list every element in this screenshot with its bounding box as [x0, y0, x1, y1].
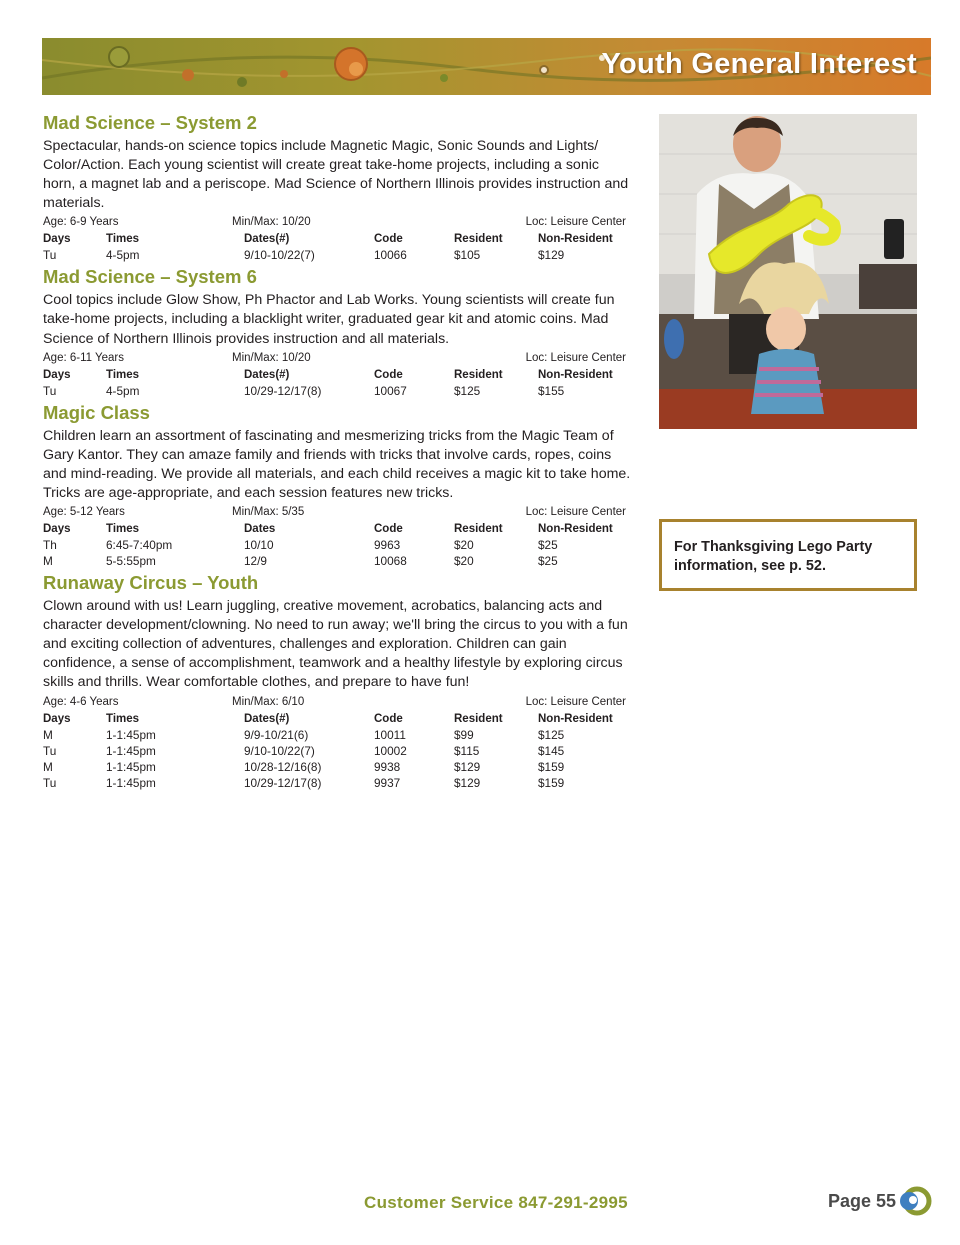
- col-nonresident: Non-Resident: [538, 233, 613, 246]
- callout-text: [674, 538, 872, 576]
- course-description: Children learn an assortment of fascinating and mesmerizing tricks from the Magic Team of Gary Kantor. They can amaze family and friends with tricks that involve cards, ropes, coins and mind-reading. We provide all materials, and each child receives a magic kit to take home. Tricks are age-appropriate, and each session features new tricks.: [43, 427, 631, 501]
- callout-line-2: information, see p. 52.: [674, 558, 826, 574]
- cell-days: M: [43, 727, 53, 742]
- cell-nonresident: $25: [538, 538, 558, 553]
- course-description: Spectacular, hands-on science topics include Magnetic Magic, Sonic Sounds and Lights/ Color/Action. Each young scientist will create great take-home projects, including a sonic horn, a magnet lab and a periscope. Mad Science of Northern Illinois provides instruction and materials.: [43, 138, 629, 212]
- cell-dates: 9/10-10/22(7): [244, 248, 315, 263]
- cell-dates: 10/29-12/17(8): [244, 383, 322, 398]
- col-times: Times: [106, 712, 140, 725]
- col-days: Days: [43, 712, 71, 725]
- course-title: Runaway Circus – Youth: [43, 572, 259, 594]
- col-days: Days: [43, 523, 71, 536]
- course-meta: [43, 505, 633, 521]
- course-age: Age: 5-12 Years: [43, 506, 125, 519]
- cell-resident: $105: [454, 248, 481, 263]
- col-nonresident: Non-Resident: [538, 523, 613, 536]
- course-minmax: Min/Max: 6/10: [232, 695, 305, 708]
- cell-days: M: [43, 554, 53, 569]
- cell-days: Tu: [43, 248, 57, 263]
- schedule-table: [43, 231, 613, 263]
- photo-illustration: [659, 114, 917, 429]
- cell-nonresident: $125: [538, 727, 565, 742]
- cell-nonresident: $159: [538, 775, 565, 790]
- cell-nonresident: $129: [538, 248, 565, 263]
- cell-nonresident: $159: [538, 759, 565, 774]
- course-age: Age: 4-6 Years: [43, 695, 119, 708]
- course-mad-science-6: [43, 266, 633, 398]
- col-times: Times: [106, 233, 140, 246]
- section-title: Youth General Interest: [601, 48, 917, 80]
- col-resident: Resident: [454, 712, 503, 725]
- col-code: Code: [374, 233, 403, 246]
- cell-nonresident: $155: [538, 383, 565, 398]
- course-meta: [43, 351, 633, 367]
- course-title: Magic Class: [43, 401, 150, 423]
- cell-code: 10067: [374, 383, 407, 398]
- col-resident: Resident: [454, 233, 503, 246]
- cell-times: 1-1:45pm: [106, 759, 156, 774]
- swirl-logo-icon: [893, 1185, 933, 1217]
- cell-dates: 10/29-12/17(8): [244, 775, 322, 790]
- cell-resident: $20: [454, 538, 474, 553]
- course-age: Age: 6-9 Years: [43, 216, 119, 229]
- table-row: [43, 775, 613, 791]
- course-minmax: Min/Max: 10/20: [232, 351, 311, 364]
- cell-days: Th: [43, 538, 57, 553]
- col-resident: Resident: [454, 523, 503, 536]
- cell-dates: 9/9-10/21(6): [244, 727, 309, 742]
- course-minmax: Min/Max: 5/35: [232, 506, 305, 519]
- table-row: [43, 537, 613, 553]
- schedule-table: [43, 711, 613, 791]
- table-row: [43, 247, 613, 263]
- course-description: Clown around with us! Learn juggling, creative movement, acrobatics, balancing acts and character development/clowning. No need to run away; we'll bring the circus to you with a fun and exciting collection of adventures, challenges and exploration. Children can gain confidence, a sense of accomplishment, teamwork and a healthy lifestyle by exploring circus skills and thrills. Wear comfortable clothes, and prepare to have fun!: [43, 598, 628, 691]
- course-location: Loc: Leisure Center: [525, 695, 626, 708]
- cell-days: Tu: [43, 775, 57, 790]
- cell-resident: $20: [454, 554, 474, 569]
- cell-times: 5-5:55pm: [106, 554, 156, 569]
- col-dates: Dates(#): [244, 368, 290, 381]
- cell-times: 4-5pm: [106, 383, 140, 398]
- table-row: [43, 727, 613, 743]
- table-row: [43, 383, 613, 399]
- table-row: [43, 743, 613, 759]
- cell-code: 9937: [374, 775, 401, 790]
- schedule-table: [43, 367, 613, 399]
- col-dates: Dates: [244, 523, 276, 536]
- schedule-header-row: [43, 711, 613, 727]
- col-nonresident: Non-Resident: [538, 368, 613, 381]
- col-dates: Dates(#): [244, 233, 290, 246]
- cell-code: 10068: [374, 554, 407, 569]
- table-row: [43, 553, 613, 569]
- schedule-header-row: [43, 521, 613, 537]
- cell-resident: $115: [454, 743, 480, 758]
- cell-resident: $129: [454, 759, 481, 774]
- cell-resident: $125: [454, 383, 481, 398]
- cell-dates: 9/10-10/22(7): [244, 743, 315, 758]
- schedule-header-row: [43, 367, 613, 383]
- cell-times: 1-1:45pm: [106, 743, 156, 758]
- course-description: Cool topics include Glow Show, Ph Phactor and Lab Works. Young scientists will create fun take-home projects, including a blacklight writer, graduated gear kit and atomic coins. Mad Science of Northern Illinois provides instruction and all materials.: [43, 292, 615, 347]
- cell-code: 10066: [374, 248, 407, 263]
- magician-photo: [659, 114, 917, 429]
- course-runaway-circus: [43, 572, 633, 790]
- col-days: Days: [43, 368, 71, 381]
- course-mad-science-2: [43, 112, 633, 263]
- cell-days: Tu: [43, 383, 57, 398]
- cell-times: 6:45-7:40pm: [106, 538, 173, 553]
- cell-resident: $129: [454, 775, 481, 790]
- cell-dates: 10/28-12/16(8): [244, 759, 322, 774]
- cell-days: Tu: [43, 743, 57, 758]
- callout-line-1: For Thanksgiving Lego Party: [674, 539, 873, 555]
- course-title: Mad Science – System 6: [43, 266, 257, 288]
- course-title: Mad Science – System 2: [43, 112, 257, 133]
- cell-code: 9963: [374, 538, 401, 553]
- col-resident: Resident: [454, 368, 503, 381]
- course-magic-class: [43, 402, 633, 569]
- course-location: Loc: Leisure Center: [525, 216, 626, 229]
- cell-resident: $99: [454, 727, 474, 742]
- col-code: Code: [374, 368, 403, 381]
- cell-nonresident: $145: [538, 743, 565, 758]
- course-age: Age: 6-11 Years: [43, 351, 124, 364]
- course-listing: [43, 112, 633, 794]
- section-banner: [42, 38, 931, 95]
- cell-dates: 10/10: [244, 538, 274, 553]
- cell-times: 4-5pm: [106, 248, 140, 263]
- col-dates: Dates(#): [244, 712, 290, 725]
- course-meta: [43, 215, 633, 231]
- table-row: [43, 759, 613, 775]
- col-code: Code: [374, 523, 403, 536]
- course-location: Loc: Leisure Center: [525, 506, 626, 519]
- course-meta: [43, 695, 633, 711]
- col-times: Times: [106, 523, 140, 536]
- col-days: Days: [43, 233, 71, 246]
- col-nonresident: Non-Resident: [538, 712, 613, 725]
- info-callout: [659, 519, 917, 591]
- page-number: Page 55: [828, 1191, 897, 1211]
- cell-code: 9938: [374, 759, 401, 774]
- course-minmax: Min/Max: 10/20: [232, 216, 311, 229]
- col-code: Code: [374, 712, 403, 725]
- cell-times: 1-1:45pm: [106, 727, 156, 742]
- cell-times: 1-1:45pm: [106, 775, 156, 790]
- cell-dates: 12/9: [244, 554, 267, 569]
- cell-nonresident: $25: [538, 554, 558, 569]
- cell-code: 10011: [374, 727, 406, 742]
- schedule-header-row: [43, 231, 613, 247]
- schedule-table: [43, 521, 613, 569]
- cell-days: M: [43, 759, 53, 774]
- col-times: Times: [106, 368, 140, 381]
- cell-code: 10002: [374, 743, 407, 758]
- course-location: Loc: Leisure Center: [525, 351, 626, 364]
- customer-service-phone: Customer Service 847-291-2995: [364, 1193, 628, 1212]
